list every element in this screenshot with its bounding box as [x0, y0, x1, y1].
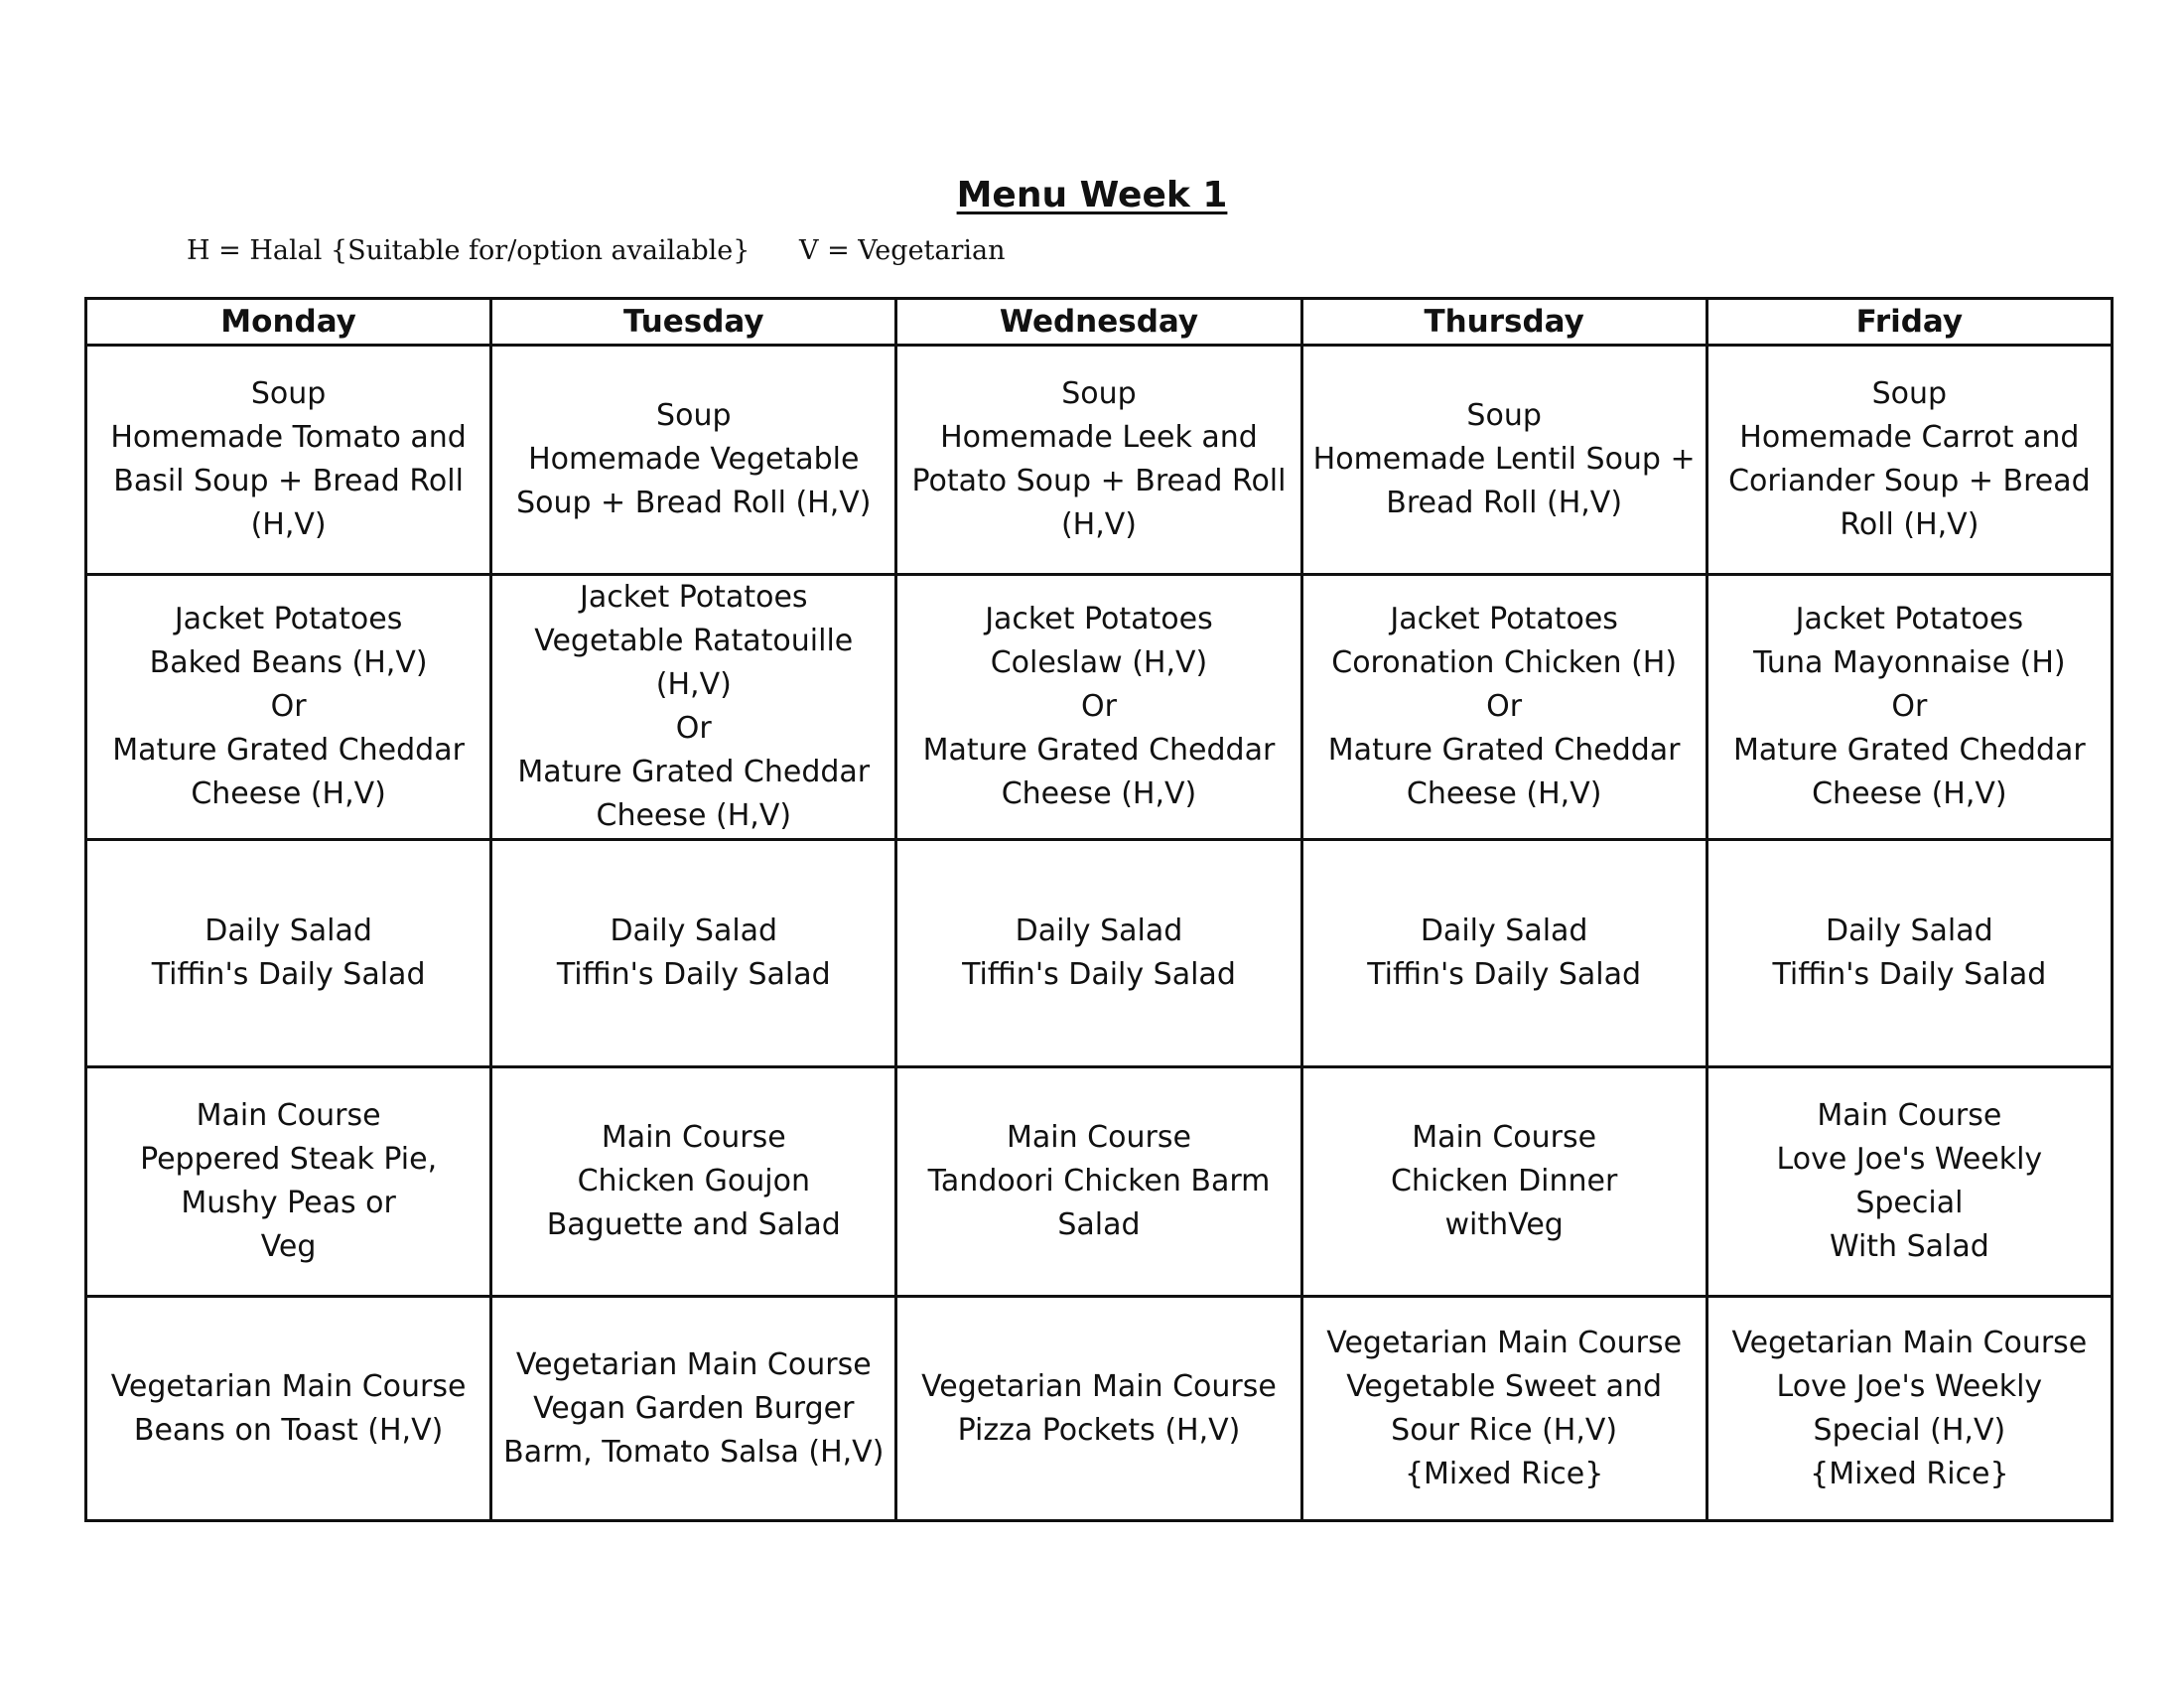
- menu-cell-line: Main Course: [196, 1098, 381, 1133]
- menu-cell-line: Love Joe's Weekly: [1776, 1142, 2043, 1177]
- menu-cell-line: Tiffin's Daily Salad: [1367, 957, 1642, 992]
- menu-cell-line: Daily Salad: [1826, 914, 1993, 948]
- menu-cell-soup-thursday: [1301, 346, 1706, 575]
- menu-cell-line: Or: [1486, 689, 1523, 724]
- menu-cell-line: Mushy Peas or: [181, 1186, 396, 1220]
- menu-cell-line: Barm, Tomato Salsa (H,V): [503, 1434, 885, 1470]
- page-title: [0, 171, 2184, 220]
- menu-cell-jacket-tuesday: [491, 575, 896, 840]
- menu-cell-line: Vegetarian Main Course: [1731, 1325, 2088, 1360]
- menu-cell-line: Daily Salad: [1015, 914, 1183, 948]
- menu-cell-soup-wednesday: [896, 346, 1301, 575]
- menu-cell-line: Main Course: [1007, 1120, 1191, 1155]
- menu-cell-main-wednesday: [896, 1067, 1301, 1297]
- menu-cell-line: Jacket Potatoes: [580, 580, 808, 615]
- menu-cell-salad-wednesday: [896, 840, 1301, 1067]
- menu-cell-line: Soup: [1466, 398, 1542, 433]
- menu-cell-line: Peppered Steak Pie,: [140, 1142, 438, 1177]
- menu-cell-veg-thursday: [1301, 1297, 1706, 1521]
- menu-cell-line: Special (H,V): [1813, 1412, 2006, 1448]
- menu-cell-line: Coriander Soup + Bread: [1728, 464, 2091, 498]
- menu-cell-line: Veg: [260, 1229, 317, 1264]
- menu-cell-main-thursday: [1301, 1067, 1706, 1297]
- menu-cell-line: Beans on Toast (H,V): [133, 1412, 444, 1448]
- menu-cell-line: Potato Soup + Bread Roll: [911, 464, 1287, 498]
- day-header-friday: Friday: [1706, 299, 2112, 346]
- menu-cell-salad-thursday: [1301, 840, 1706, 1067]
- menu-cell-line: (H,V): [1060, 507, 1137, 542]
- menu-cell-line: {Mixed Rice}: [1404, 1456, 1604, 1491]
- menu-cell-line: Vegetarian Main Course: [110, 1368, 467, 1404]
- menu-cell-soup-friday: [1706, 346, 2112, 575]
- menu-table: [84, 297, 2114, 1522]
- menu-cell-line: Or: [1891, 689, 1928, 724]
- day-header-row: [86, 299, 2113, 346]
- menu-row-salad: [86, 840, 2113, 1067]
- menu-cell-line: Mature Grated Cheddar: [517, 755, 871, 789]
- menu-cell-line: Vegetarian Main Course: [921, 1368, 1277, 1404]
- menu-row-veg: [86, 1297, 2113, 1521]
- menu-cell-soup-monday: [86, 346, 491, 575]
- menu-cell-line: Tiffin's Daily Salad: [962, 957, 1236, 992]
- menu-cell-veg-monday: [86, 1297, 491, 1521]
- menu-cell-line: Or: [1080, 689, 1117, 724]
- menu-cell-line: Bread Roll (H,V): [1386, 486, 1623, 520]
- menu-cell-line: Cheese (H,V): [1001, 776, 1197, 811]
- day-header-tuesday: Tuesday: [491, 299, 896, 346]
- menu-body: [86, 346, 2113, 1521]
- page-title-text: Menu Week 1: [956, 175, 1228, 215]
- menu-cell-line: Cheese (H,V): [191, 776, 386, 811]
- menu-cell-line: Tiffin's Daily Salad: [556, 957, 831, 992]
- menu-cell-line: Vegetable Ratatouille: [534, 624, 854, 658]
- day-header-thursday: Thursday: [1301, 299, 1706, 346]
- menu-cell-line: Homemade Lentil Soup +: [1312, 442, 1696, 477]
- menu-cell-main-tuesday: [491, 1067, 896, 1297]
- menu-cell-line: Cheese (H,V): [1812, 776, 2007, 811]
- menu-cell-line: Mature Grated Cheddar: [1327, 733, 1681, 768]
- menu-cell-line: Salad: [1057, 1207, 1141, 1242]
- menu-cell-line: Daily Salad: [1420, 914, 1588, 948]
- menu-cell-line: Mature Grated Cheddar: [922, 733, 1276, 768]
- menu-cell-line: Mature Grated Cheddar: [1733, 733, 2086, 768]
- menu-cell-line: Cheese (H,V): [1406, 776, 1602, 811]
- menu-row-soup: [86, 346, 2113, 575]
- menu-cell-line: Mature Grated Cheddar: [112, 733, 465, 768]
- menu-cell-line: Tandoori Chicken Barm: [927, 1164, 1271, 1198]
- menu-cell-line: Jacket Potatoes: [174, 602, 403, 636]
- menu-cell-line: Roll (H,V): [1840, 507, 1979, 542]
- menu-cell-line: Main Course: [1412, 1120, 1597, 1155]
- menu-cell-line: Vegetarian Main Course: [515, 1346, 872, 1382]
- menu-cell-line: Coleslaw (H,V): [990, 645, 1208, 680]
- menu-cell-line: Soup + Bread Roll (H,V): [516, 486, 872, 520]
- menu-cell-line: {Mixed Rice}: [1810, 1456, 2009, 1491]
- menu-cell-jacket-friday: [1706, 575, 2112, 840]
- menu-cell-line: Vegetable Sweet and: [1346, 1368, 1663, 1404]
- menu-cell-line: Sour Rice (H,V): [1391, 1412, 1618, 1448]
- menu-cell-jacket-wednesday: [896, 575, 1301, 840]
- menu-cell-line: Tiffin's Daily Salad: [151, 957, 426, 992]
- menu-cell-line: Pizza Pockets (H,V): [957, 1412, 1241, 1448]
- day-header-wednesday: Wednesday: [896, 299, 1301, 346]
- menu-cell-line: Main Course: [1817, 1098, 2002, 1133]
- day-header-monday: Monday: [86, 299, 491, 346]
- menu-cell-line: Main Course: [601, 1120, 786, 1155]
- menu-cell-line: Or: [675, 711, 712, 746]
- menu-cell-line: Love Joe's Weekly: [1776, 1368, 2043, 1404]
- menu-cell-line: Soup: [656, 398, 732, 433]
- menu-cell-line: Jacket Potatoes: [1795, 602, 2024, 636]
- menu-cell-line: withVeg: [1444, 1207, 1564, 1242]
- menu-cell-line: Tiffin's Daily Salad: [1772, 957, 2047, 992]
- menu-cell-line: Soup: [250, 376, 327, 411]
- menu-cell-line: Daily Salad: [610, 914, 778, 948]
- menu-cell-line: Special: [1855, 1186, 1964, 1220]
- menu-cell-soup-tuesday: [491, 346, 896, 575]
- menu-cell-veg-friday: [1706, 1297, 2112, 1521]
- menu-cell-line: Daily Salad: [205, 914, 372, 948]
- menu-cell-veg-wednesday: [896, 1297, 1301, 1521]
- menu-cell-line: Tuna Mayonnaise (H): [1753, 645, 2066, 680]
- menu-cell-line: Chicken Dinner: [1390, 1164, 1618, 1198]
- menu-cell-line: Baked Beans (H,V): [149, 645, 428, 680]
- menu-row-jacket: [86, 575, 2113, 840]
- menu-cell-veg-tuesday: [491, 1297, 896, 1521]
- menu-cell-salad-friday: [1706, 840, 2112, 1067]
- menu-cell-main-monday: [86, 1067, 491, 1297]
- menu-cell-jacket-monday: [86, 575, 491, 840]
- menu-row-main: [86, 1067, 2113, 1297]
- menu-cell-line: Homemade Tomato and: [110, 420, 467, 455]
- menu-cell-line: Vegetarian Main Course: [1326, 1325, 1683, 1360]
- menu-cell-line: Or: [270, 689, 307, 724]
- menu-cell-main-friday: [1706, 1067, 2112, 1297]
- menu-cell-line: Chicken Goujon: [577, 1164, 810, 1198]
- menu-cell-line: Jacket Potatoes: [985, 602, 1213, 636]
- menu-cell-line: Basil Soup + Bread Roll: [113, 464, 464, 498]
- menu-cell-line: Coronation Chicken (H): [1331, 645, 1678, 680]
- menu-cell-line: Baguette and Salad: [546, 1207, 841, 1242]
- menu-cell-line: (H,V): [655, 667, 732, 702]
- menu-cell-line: Cheese (H,V): [596, 798, 792, 833]
- menu-cell-line: (H,V): [250, 507, 327, 542]
- menu-cell-line: Soup: [1871, 376, 1948, 411]
- menu-cell-line: Homemade Carrot and: [1739, 420, 2080, 455]
- menu-cell-jacket-thursday: [1301, 575, 1706, 840]
- menu-cell-line: Vegan Garden Burger: [533, 1390, 855, 1426]
- menu-cell-line: Homemade Leek and: [940, 420, 1258, 455]
- legend-halal: H = Halal {Suitable for/option available}: [187, 235, 751, 266]
- menu-cell-line: With Salad: [1829, 1229, 1989, 1264]
- menu-cell-salad-tuesday: [491, 840, 896, 1067]
- menu-cell-line: Jacket Potatoes: [1390, 602, 1618, 636]
- legend-vegetarian: V = Vegetarian: [799, 235, 1006, 266]
- menu-cell-salad-monday: [86, 840, 491, 1067]
- menu-cell-line: Homemade Vegetable: [528, 442, 860, 477]
- menu-cell-line: Soup: [1061, 376, 1137, 411]
